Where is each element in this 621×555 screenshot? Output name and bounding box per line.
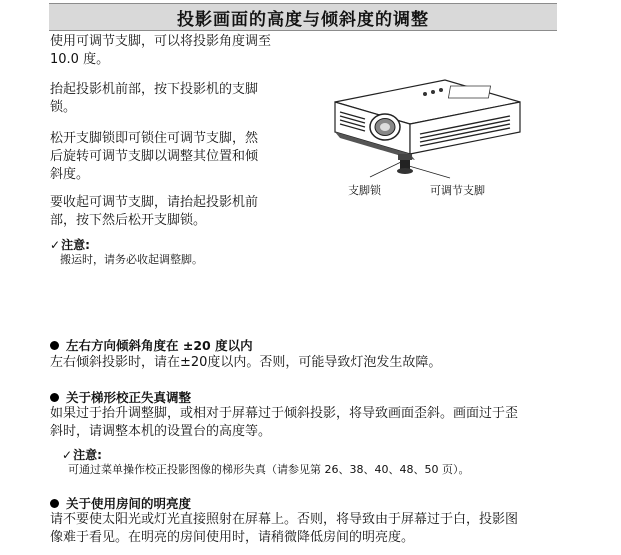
- text-line: 如果过于抬升调整脚，或相对于屏幕过于倾斜投影，将导致画面歪斜。画面过于歪: [50, 406, 519, 421]
- text-line: 像难于看见。在明亮的房间使用时，请稍微降低房间的明亮度。: [50, 530, 415, 545]
- text-line: 10.0 度。: [50, 52, 110, 67]
- note-text: 搬运时，请务必收起调整脚。: [60, 253, 203, 266]
- section-text-keystone: [50, 405, 518, 441]
- paragraph-angle: [50, 33, 271, 69]
- section-heading-brightness: [50, 494, 191, 512]
- page-title: 投影画面的高度与倾斜度的调整: [177, 9, 429, 30]
- section-heading-tilt: [50, 336, 253, 354]
- checkmark-icon: ✓: [62, 448, 73, 462]
- text-line: 请不要使太阳光或灯光直接照射在屏幕上。否则，将导致由于屏幕过于白，投影图: [50, 512, 519, 527]
- callout-foot-lock: 支脚锁: [348, 184, 381, 197]
- text-line: 斜度。: [50, 167, 90, 182]
- foot-lock: [398, 154, 412, 160]
- section-text-brightness: [50, 511, 518, 547]
- heading-text: 关于使用房间的明亮度: [66, 496, 192, 511]
- note-label: 注意:: [61, 238, 90, 252]
- section-heading-keystone: [50, 388, 191, 406]
- page-title-bar: [49, 3, 557, 31]
- text-line: 锁。: [50, 100, 77, 115]
- heading-text: 关于梯形校正失真调整: [66, 390, 192, 405]
- paragraph-release: [50, 130, 258, 184]
- note-heading: [50, 236, 90, 253]
- text-line: 斜时，请调整本机的设置台的高度等。: [50, 424, 272, 439]
- text-line: 后旋转可调节支脚以调整其位置和倾: [50, 149, 259, 164]
- text-line: 要收起可调节支脚，请抬起投影机前: [50, 195, 259, 210]
- text-line: 部，按下然后松开支脚锁。: [50, 213, 207, 228]
- note-text: 可通过菜单操作校正投影图像的梯形失真（请参见第 26、38、40、48、50 页）。: [68, 463, 470, 476]
- bullet-icon: [50, 499, 59, 508]
- bullet-icon: [50, 341, 59, 350]
- note-heading: [62, 446, 102, 463]
- text-line: 使用可调节支脚，可以将投影角度调至: [50, 34, 272, 49]
- callout-adjustable-foot: 可调节支脚: [430, 184, 485, 197]
- note-label: 注意:: [73, 448, 102, 462]
- section-text-tilt: 左右倾斜投影时，请在±20度以内。否则，可能导致灯泡发生故障。: [50, 355, 442, 370]
- checkmark-icon: ✓: [50, 238, 61, 252]
- text-line: 松开支脚锁即可锁住可调节支脚，然: [50, 131, 259, 146]
- text-line: 抬起投影机前部，按下投影机的支脚: [50, 82, 259, 97]
- heading-text: 左右方向倾斜角度在 ±20 度以内: [66, 338, 253, 353]
- bullet-icon: [50, 393, 59, 402]
- paragraph-lift: [50, 81, 258, 117]
- paragraph-retract: [50, 194, 258, 230]
